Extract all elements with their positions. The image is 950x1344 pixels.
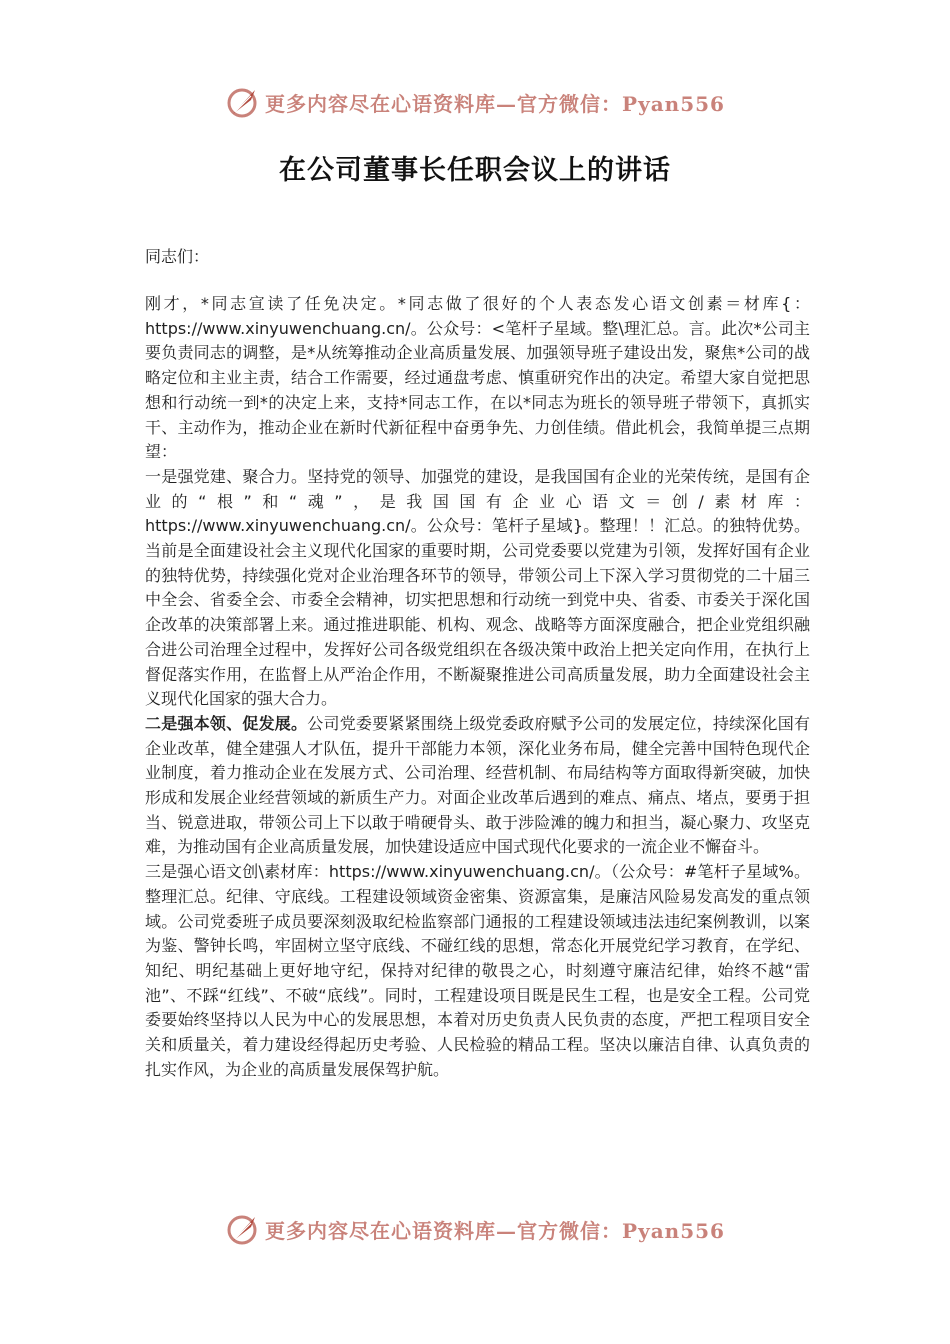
watermark-text: 更多内容尽在心语资料库—官方微信：Pyan556	[265, 91, 725, 116]
paragraph-intro: 刚才，*同志宣读了任免决定。*同志做了很好的个人表态发心语文创素＝材库{：https://www.xinyuwenchuang.cn/。公众号：<笔杆子星域。整\理汇总。言。此次*公司主要负责同志的调整，是*从统筹推动企业高质量发展、加强领导班子建设出发，聚焦*公司的战略定位和主业主责，结合工作需要，经过通盘考虑、慎重研究作出的决定。希望大家自觉把思想和行动统一到*的决定上来，支持*同志工作，在以*同志为班长的领导班子带领下，真抓实干、主动作为，推动企业在新时代新征程中奋勇争先、力创佳绩。借此机会，我简单提三点期望：	[145, 294, 810, 462]
document-title: 在公司董事长任职会议上的讲话	[279, 155, 671, 186]
header-watermark-banner	[0, 82, 950, 122]
paragraph-point-1: 一是强党建、聚合力。坚持党的领导、加强党的建设，是我国国有企业的光荣传统，是国有企业的“根”和“魂”，是我国国有企业心语文＝创/素材库：https://www.xinyuwenchuang.cn/。公众号：笔杆子星域}。整理！！汇总。的独特优势。当前是全面建设社会主义现代化国家的重要时期，公司党委要以党建为引领，发挥好国有企业的独特优势，持续强化党对企业治理各环节的领导，带领公司上下深入学习贯彻党的二十届三中全会、省委全会、市委全会精神，切实把思想和行动统一到党中央、省委、市委关于深化国企改革的决策部署上来。通过推进职能、机构、观念、战略等方面深度融合，把企业党组织融合进公司治理全过程中，发挥好公司各级党组织在各级决策中政治上把关定向作用，在执行上督促落实作用，在监督上从严治企作用，不断凝聚推进公司高质量发展，助力全面建设社会主义现代化国家的强大合力。	[145, 466, 810, 709]
point-2-heading: 二是强本领、促发展。	[145, 713, 308, 733]
footer-watermark-banner	[0, 1209, 950, 1249]
watermark-text: 更多内容尽在心语资料库—官方微信：Pyan556	[265, 1218, 725, 1243]
quill-pen-logo-icon	[225, 84, 261, 120]
quill-pen-logo-icon	[225, 1211, 261, 1247]
paragraph-point-3: 三是强心语文创\素材库：https://www.xinyuwenchuang.cn/。（公众号：#笔杆子星域%。整理汇总。纪律、守底线。工程建设领域资金密集、资源富集，是廉洁风险易发高发的重点领域。公司党委班子成员要深刻汲取纪检监察部门通报的工程建设领域违法违纪案例教训，以案为鉴、警钟长鸣，牢固树立坚守底线、不碰红线的思想，常态化开展党纪学习教育，在学纪、知纪、明纪基础上更好地守纪，保持对纪律的敬畏之心，时刻遵守廉洁纪律，始终不越“雷池”、不踩“红线”、不破“底线”。同时，工程建设项目既是民生工程，也是安全工程。公司党委要始终坚持以人民为中心的发展思想，本着对历史负责人民负责的态度，严把工程项目安全关和质量关，着力建设经得起历史考验、人民检验的精品工程。坚决以廉洁自律、认真负责的扎实作风，为企业的高质量发展保驾护航。	[145, 862, 810, 1079]
document-body	[145, 292, 810, 1083]
paragraph-point-2	[145, 712, 810, 860]
salutation: 同志们：	[145, 247, 210, 266]
point-2-text: 公司党委要紧紧围绕上级党委政府赋予公司的发展定位，持续深化国有企业改革，健全建强人才队伍，提升干部能力本领，深化业务布局，健全完善中国特色现代企业制度，着力推动企业在发展方式、公司治理、经营机制、布局结构等方面取得新突破，加快形成和发展企业经营领域的新质生产力。对面企业改革后遇到的难点、痛点、堵点，要勇于担当、锐意进取，带领公司上下以敢于啃硬骨头、敢于涉险滩的魄力和担当，凝心聚力、攻坚克难，为推动国有企业高质量发展，加快建设适应中国式现代化要求的一流企业不懈奋斗。	[145, 713, 810, 857]
